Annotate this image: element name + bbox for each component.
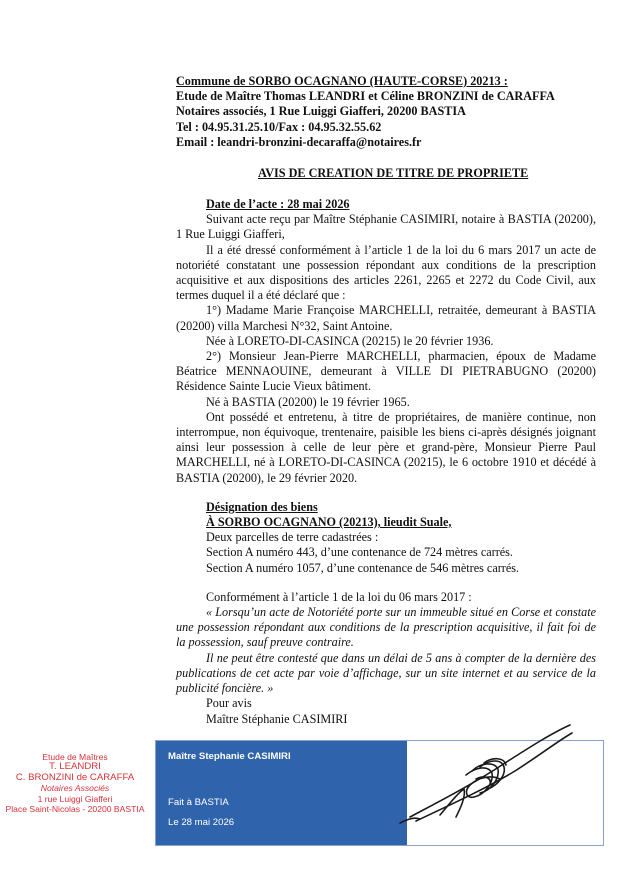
stamp-line-1: Etude de Maîtres [42, 752, 108, 762]
parcel-1: Section A numéro 443, d’une contenance de 724 mètres carrés. [206, 545, 513, 560]
notary-header [176, 74, 596, 150]
document-title: AVIS DE CREATION DE TITRE DE PROPRIETE [258, 166, 529, 180]
stamp-line-6: Place Saint-Nicolas - 20200 BASTIA [5, 804, 145, 815]
paragraph-possession: Ont possédé et entretenu, à titre de propriétaires, de manière continue, non interrompue, non équivoque, trentenaire, paisible les biens ci-après désignés joignant ainsi leur possession à celle de leur père et grand-père, Monsieur Pierre Paul MARCHELLI, né à LORETO-DI-CASINCA (20215), le 6 octobre 1910 et décédé à BASTIA (20200), le 29 février 2020. [176, 409, 596, 485]
paragraph-act: Suivant acte reçu par Maître Stéphanie CASIMIRI, notaire à BASTIA (20200), 1 Rue Luiggi Giafferi, [176, 212, 596, 242]
signature-place: Fait à BASTIA [168, 797, 229, 808]
closing-signatory: Maître Stéphanie CASIMIRI [206, 711, 348, 726]
header-phone: Tel : 04.95.31.25.10/Fax : 04.95.32.55.62 [176, 119, 382, 134]
paragraph-person-1-birth: Née à LORETO-DI-CASINCA (20215) le 20 février 1936. [206, 333, 494, 348]
designation-heading: Désignation des biens [206, 499, 318, 514]
header-email: Email : leandri-bronzini-decaraffa@notaires.fr [176, 134, 422, 149]
header-address: Notaires associés, 1 Rue Luiggi Giafferi, 20200 BASTIA [176, 104, 466, 119]
paragraph-person-2: 2°) Monsieur Jean-Pierre MARCHELLI, pharmacien, époux de Madame Béatrice MENNAOUINE, demeurant à VILLE DI PIETRABUGNO (20200) Résidence Sainte Lucie Vieux bâtiment. [176, 349, 596, 394]
signature-panel [156, 741, 407, 845]
quote-1: « Lorsqu’un acte de Notoriété porte sur un immeuble situé en Corse et constate une possession répondant aux conditions de la prescription acquisitive, il fait foi de la possession, sauf preuve contraire. [176, 605, 596, 650]
parcels-intro: Deux parcelles de terre cadastrées : [206, 530, 379, 545]
paragraph-notoriety: Il a été dressé conformément à l’article 1 de la loi du 6 mars 2017 un acte de notoriété constatant une possession répondant aux conditions de la prescription acquisitive et aux dispositions des articles 2261, 2265 et 2272 du Code Civil, aux termes duquel il a été déclaré que : [176, 242, 596, 303]
date-heading: Date de l’acte : 28 mai 2026 [206, 197, 350, 211]
quote-2: Il ne peut être contesté que dans un délai de 5 ans à compter de la dernière des publications de cet acte par voie d’affichage, sur un site internet et au service de la publicité foncière. » [176, 650, 596, 696]
header-commune: Commune de SORBO OCAGNANO (HAUTE-CORSE) 20213 : [176, 74, 508, 88]
closing-notice: Pour avis [206, 696, 252, 711]
header-office: Etude de Maître Thomas LEANDRI et Céline BRONZINI de CARAFFA [176, 89, 555, 104]
law-reference: Conformément à l’article 1 de la loi du 06 mars 2017 : [206, 589, 472, 604]
handwritten-signature-icon [380, 705, 580, 845]
signature-date: Le 28 mai 2026 [168, 817, 235, 828]
office-stamp [0, 752, 150, 814]
parcel-2: Section A numéro 1057, d’une contenance de 546 mètres carrés. [206, 560, 520, 575]
paragraph-person-2-birth: Né à BASTIA (20200) le 19 février 1965. [206, 394, 410, 409]
stamp-line-3: C. BRONZINI de CARAFFA [15, 771, 135, 783]
location-heading: À SORBO OCAGNANO (20213), lieudit Suale, [206, 515, 452, 530]
signatory-name: Maître Stephanie CASIMIRI [168, 751, 291, 762]
paragraph-person-1: 1°) Madame Marie Françoise MARCHELLI, retraitée, demeurant à BASTIA (20200) villa Marchesi N°32, Saint Antoine. [176, 303, 596, 333]
stamp-line-2: T. LEANDRI [49, 761, 101, 773]
stamp-line-4: Notaires Associés [40, 783, 110, 794]
stamp-line-5: 1 rue Luiggi Giafferi [37, 793, 113, 804]
document-body [176, 197, 596, 727]
